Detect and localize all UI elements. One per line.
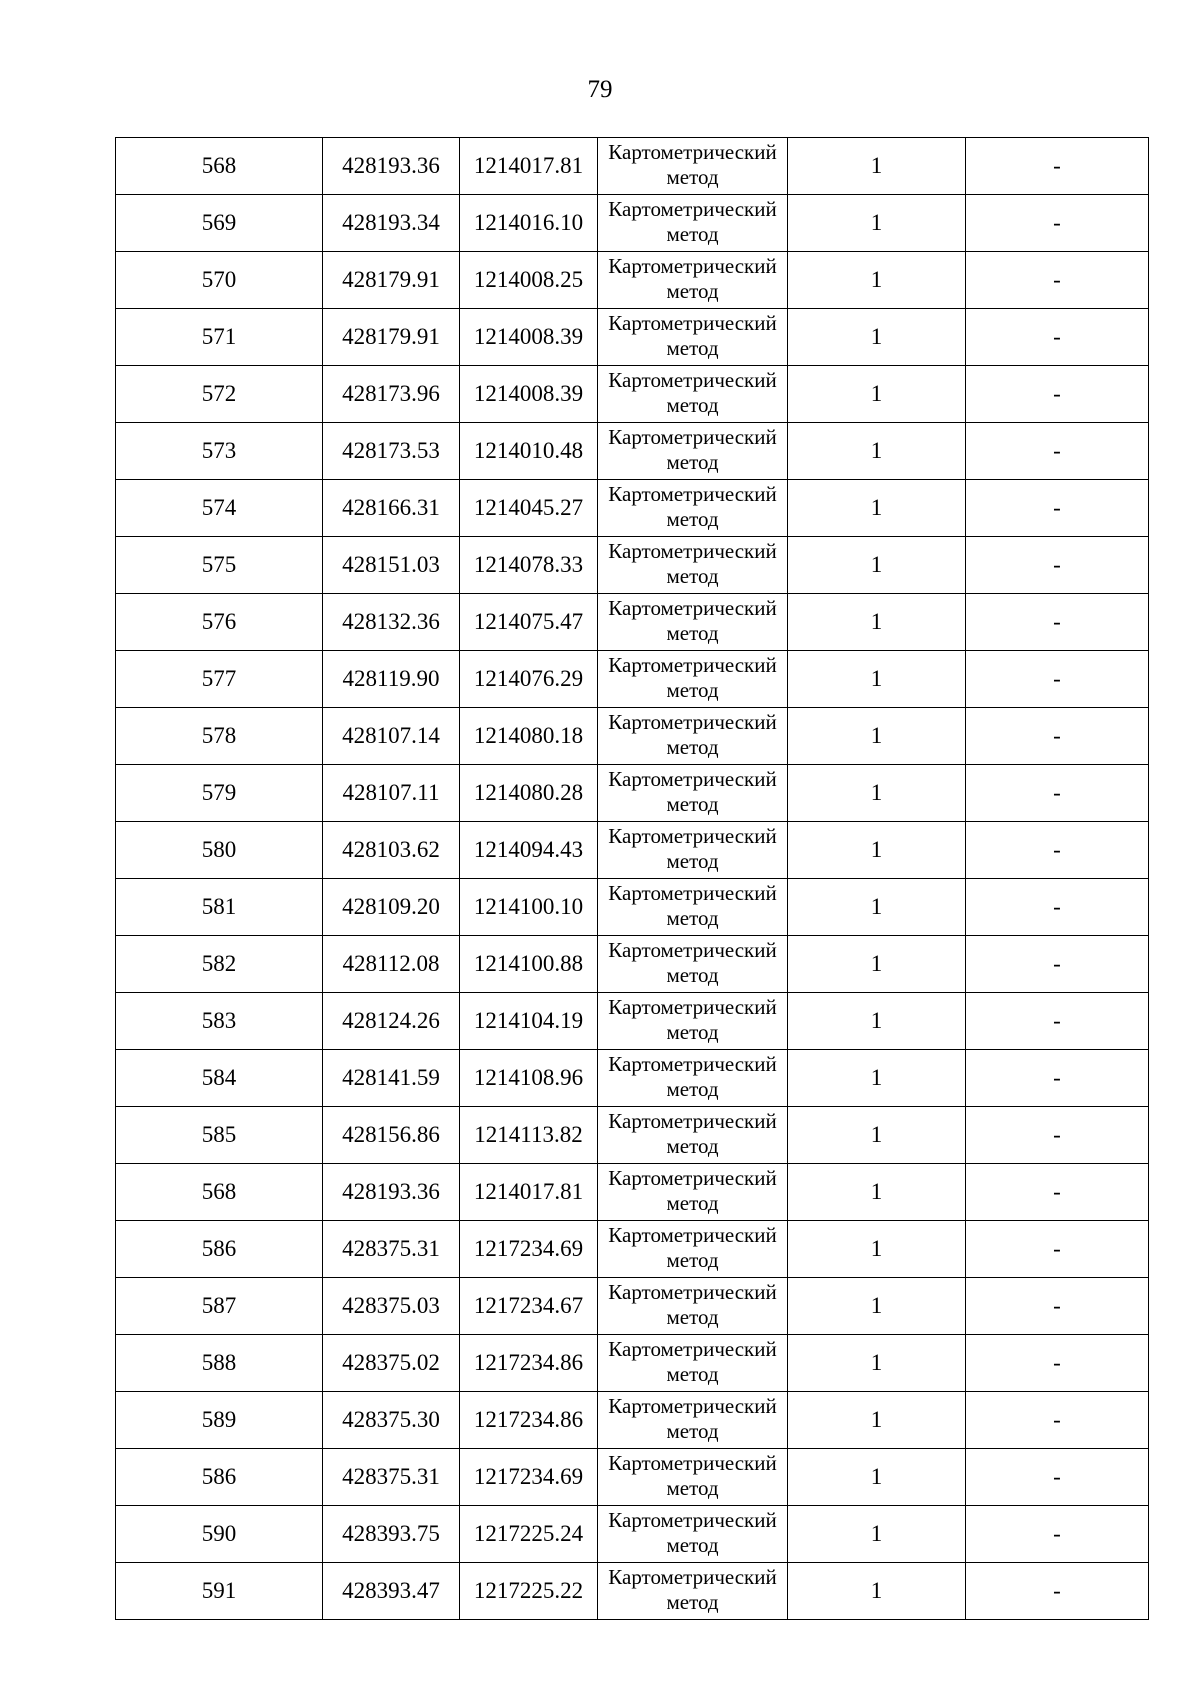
table-row [116, 252, 1149, 309]
point-number-cell: 584 [116, 1050, 323, 1107]
point-number-cell: 588 [116, 1335, 323, 1392]
y-coordinate-cell: 1214094.43 [460, 822, 598, 879]
x-coordinate-cell: 428173.53 [323, 423, 460, 480]
accuracy-cell: 1 [788, 936, 966, 993]
note-cell: - [966, 1050, 1149, 1107]
table-row [116, 537, 1149, 594]
table-row [116, 1164, 1149, 1221]
point-number-cell: 568 [116, 138, 323, 195]
note-cell: - [966, 879, 1149, 936]
x-coordinate-cell: 428375.31 [323, 1449, 460, 1506]
accuracy-cell: 1 [788, 537, 966, 594]
method-cell: Картометрический метод [598, 1221, 788, 1278]
point-number-cell: 582 [116, 936, 323, 993]
y-coordinate-cell: 1217234.69 [460, 1449, 598, 1506]
y-coordinate-cell: 1217234.69 [460, 1221, 598, 1278]
table-row [116, 480, 1149, 537]
table-row [116, 309, 1149, 366]
y-coordinate-cell: 1214104.19 [460, 993, 598, 1050]
x-coordinate-cell: 428132.36 [323, 594, 460, 651]
point-number-cell: 587 [116, 1278, 323, 1335]
x-coordinate-cell: 428103.62 [323, 822, 460, 879]
table-row [116, 594, 1149, 651]
x-coordinate-cell: 428193.36 [323, 1164, 460, 1221]
y-coordinate-cell: 1214076.29 [460, 651, 598, 708]
table-row [116, 1278, 1149, 1335]
coordinates-table [115, 137, 1149, 1620]
y-coordinate-cell: 1214010.48 [460, 423, 598, 480]
method-cell: Картометрический метод [598, 252, 788, 309]
x-coordinate-cell: 428141.59 [323, 1050, 460, 1107]
note-cell: - [966, 708, 1149, 765]
y-coordinate-cell: 1214017.81 [460, 138, 598, 195]
point-number-cell: 574 [116, 480, 323, 537]
point-number-cell: 577 [116, 651, 323, 708]
note-cell: - [966, 1449, 1149, 1506]
method-cell: Картометрический метод [598, 1107, 788, 1164]
accuracy-cell: 1 [788, 252, 966, 309]
method-cell: Картометрический метод [598, 1506, 788, 1563]
accuracy-cell: 1 [788, 195, 966, 252]
y-coordinate-cell: 1217225.24 [460, 1506, 598, 1563]
accuracy-cell: 1 [788, 1164, 966, 1221]
x-coordinate-cell: 428375.30 [323, 1392, 460, 1449]
note-cell: - [966, 1278, 1149, 1335]
table-row [116, 879, 1149, 936]
y-coordinate-cell: 1217225.22 [460, 1563, 598, 1620]
y-coordinate-cell: 1214108.96 [460, 1050, 598, 1107]
y-coordinate-cell: 1214080.18 [460, 708, 598, 765]
y-coordinate-cell: 1214008.25 [460, 252, 598, 309]
table-row [116, 708, 1149, 765]
method-cell: Картометрический метод [598, 879, 788, 936]
accuracy-cell: 1 [788, 1335, 966, 1392]
note-cell: - [966, 1506, 1149, 1563]
table-row [116, 1335, 1149, 1392]
method-cell: Картометрический метод [598, 1050, 788, 1107]
note-cell: - [966, 1335, 1149, 1392]
method-cell: Картометрический метод [598, 1335, 788, 1392]
point-number-cell: 576 [116, 594, 323, 651]
x-coordinate-cell: 428166.31 [323, 480, 460, 537]
note-cell: - [966, 309, 1149, 366]
point-number-cell: 589 [116, 1392, 323, 1449]
method-cell: Картометрический метод [598, 651, 788, 708]
point-number-cell: 579 [116, 765, 323, 822]
x-coordinate-cell: 428193.34 [323, 195, 460, 252]
note-cell: - [966, 366, 1149, 423]
note-cell: - [966, 537, 1149, 594]
point-number-cell: 570 [116, 252, 323, 309]
accuracy-cell: 1 [788, 1506, 966, 1563]
y-coordinate-cell: 1217234.86 [460, 1392, 598, 1449]
note-cell: - [966, 1563, 1149, 1620]
note-cell: - [966, 423, 1149, 480]
x-coordinate-cell: 428151.03 [323, 537, 460, 594]
accuracy-cell: 1 [788, 822, 966, 879]
accuracy-cell: 1 [788, 708, 966, 765]
y-coordinate-cell: 1217234.86 [460, 1335, 598, 1392]
note-cell: - [966, 195, 1149, 252]
table-row [116, 651, 1149, 708]
method-cell: Картометрический метод [598, 309, 788, 366]
x-coordinate-cell: 428119.90 [323, 651, 460, 708]
y-coordinate-cell: 1214075.47 [460, 594, 598, 651]
method-cell: Картометрический метод [598, 195, 788, 252]
point-number-cell: 575 [116, 537, 323, 594]
method-cell: Картометрический метод [598, 366, 788, 423]
coordinates-table-body [116, 138, 1149, 1620]
accuracy-cell: 1 [788, 993, 966, 1050]
table-row [116, 195, 1149, 252]
y-coordinate-cell: 1214016.10 [460, 195, 598, 252]
x-coordinate-cell: 428179.91 [323, 252, 460, 309]
table-row [116, 138, 1149, 195]
accuracy-cell: 1 [788, 138, 966, 195]
point-number-cell: 586 [116, 1449, 323, 1506]
point-number-cell: 572 [116, 366, 323, 423]
point-number-cell: 580 [116, 822, 323, 879]
table-row [116, 1050, 1149, 1107]
method-cell: Картометрический метод [598, 765, 788, 822]
accuracy-cell: 1 [788, 1050, 966, 1107]
y-coordinate-cell: 1214017.81 [460, 1164, 598, 1221]
accuracy-cell: 1 [788, 1107, 966, 1164]
y-coordinate-cell: 1217234.67 [460, 1278, 598, 1335]
note-cell: - [966, 480, 1149, 537]
method-cell: Картометрический метод [598, 480, 788, 537]
x-coordinate-cell: 428393.47 [323, 1563, 460, 1620]
method-cell: Картометрический метод [598, 993, 788, 1050]
method-cell: Картометрический метод [598, 594, 788, 651]
x-coordinate-cell: 428173.96 [323, 366, 460, 423]
note-cell: - [966, 594, 1149, 651]
page-number: 79 [587, 76, 613, 103]
note-cell: - [966, 138, 1149, 195]
x-coordinate-cell: 428193.36 [323, 138, 460, 195]
point-number-cell: 573 [116, 423, 323, 480]
accuracy-cell: 1 [788, 1563, 966, 1620]
point-number-cell: 578 [116, 708, 323, 765]
x-coordinate-cell: 428375.02 [323, 1335, 460, 1392]
point-number-cell: 581 [116, 879, 323, 936]
note-cell: - [966, 252, 1149, 309]
y-coordinate-cell: 1214045.27 [460, 480, 598, 537]
accuracy-cell: 1 [788, 423, 966, 480]
method-cell: Картометрический метод [598, 1563, 788, 1620]
note-cell: - [966, 1164, 1149, 1221]
x-coordinate-cell: 428109.20 [323, 879, 460, 936]
table-row [116, 936, 1149, 993]
method-cell: Картометрический метод [598, 936, 788, 993]
table-row [116, 1221, 1149, 1278]
note-cell: - [966, 1107, 1149, 1164]
x-coordinate-cell: 428107.14 [323, 708, 460, 765]
table-row [116, 1449, 1149, 1506]
accuracy-cell: 1 [788, 1278, 966, 1335]
accuracy-cell: 1 [788, 366, 966, 423]
x-coordinate-cell: 428393.75 [323, 1506, 460, 1563]
point-number-cell: 585 [116, 1107, 323, 1164]
table-row [116, 765, 1149, 822]
method-cell: Картометрический метод [598, 138, 788, 195]
note-cell: - [966, 1392, 1149, 1449]
x-coordinate-cell: 428156.86 [323, 1107, 460, 1164]
table-row [116, 1107, 1149, 1164]
accuracy-cell: 1 [788, 765, 966, 822]
table-row [116, 1506, 1149, 1563]
y-coordinate-cell: 1214080.28 [460, 765, 598, 822]
x-coordinate-cell: 428107.11 [323, 765, 460, 822]
method-cell: Картометрический метод [598, 1278, 788, 1335]
note-cell: - [966, 651, 1149, 708]
accuracy-cell: 1 [788, 879, 966, 936]
method-cell: Картометрический метод [598, 1164, 788, 1221]
x-coordinate-cell: 428112.08 [323, 936, 460, 993]
y-coordinate-cell: 1214100.10 [460, 879, 598, 936]
method-cell: Картометрический метод [598, 537, 788, 594]
table-row [116, 423, 1149, 480]
accuracy-cell: 1 [788, 1449, 966, 1506]
y-coordinate-cell: 1214078.33 [460, 537, 598, 594]
accuracy-cell: 1 [788, 594, 966, 651]
point-number-cell: 591 [116, 1563, 323, 1620]
x-coordinate-cell: 428375.03 [323, 1278, 460, 1335]
note-cell: - [966, 822, 1149, 879]
accuracy-cell: 1 [788, 1392, 966, 1449]
point-number-cell: 568 [116, 1164, 323, 1221]
method-cell: Картометрический метод [598, 1392, 788, 1449]
y-coordinate-cell: 1214008.39 [460, 366, 598, 423]
note-cell: - [966, 765, 1149, 822]
table-row [116, 1392, 1149, 1449]
method-cell: Картометрический метод [598, 822, 788, 879]
y-coordinate-cell: 1214113.82 [460, 1107, 598, 1164]
y-coordinate-cell: 1214100.88 [460, 936, 598, 993]
point-number-cell: 590 [116, 1506, 323, 1563]
point-number-cell: 583 [116, 993, 323, 1050]
method-cell: Картометрический метод [598, 1449, 788, 1506]
x-coordinate-cell: 428179.91 [323, 309, 460, 366]
accuracy-cell: 1 [788, 651, 966, 708]
note-cell: - [966, 936, 1149, 993]
table-row [116, 1563, 1149, 1620]
x-coordinate-cell: 428375.31 [323, 1221, 460, 1278]
y-coordinate-cell: 1214008.39 [460, 309, 598, 366]
note-cell: - [966, 1221, 1149, 1278]
x-coordinate-cell: 428124.26 [323, 993, 460, 1050]
method-cell: Картометрический метод [598, 423, 788, 480]
method-cell: Картометрический метод [598, 708, 788, 765]
accuracy-cell: 1 [788, 480, 966, 537]
accuracy-cell: 1 [788, 309, 966, 366]
point-number-cell: 586 [116, 1221, 323, 1278]
point-number-cell: 569 [116, 195, 323, 252]
note-cell: - [966, 993, 1149, 1050]
accuracy-cell: 1 [788, 1221, 966, 1278]
table-row [116, 366, 1149, 423]
point-number-cell: 571 [116, 309, 323, 366]
table-row [116, 822, 1149, 879]
table-row [116, 993, 1149, 1050]
